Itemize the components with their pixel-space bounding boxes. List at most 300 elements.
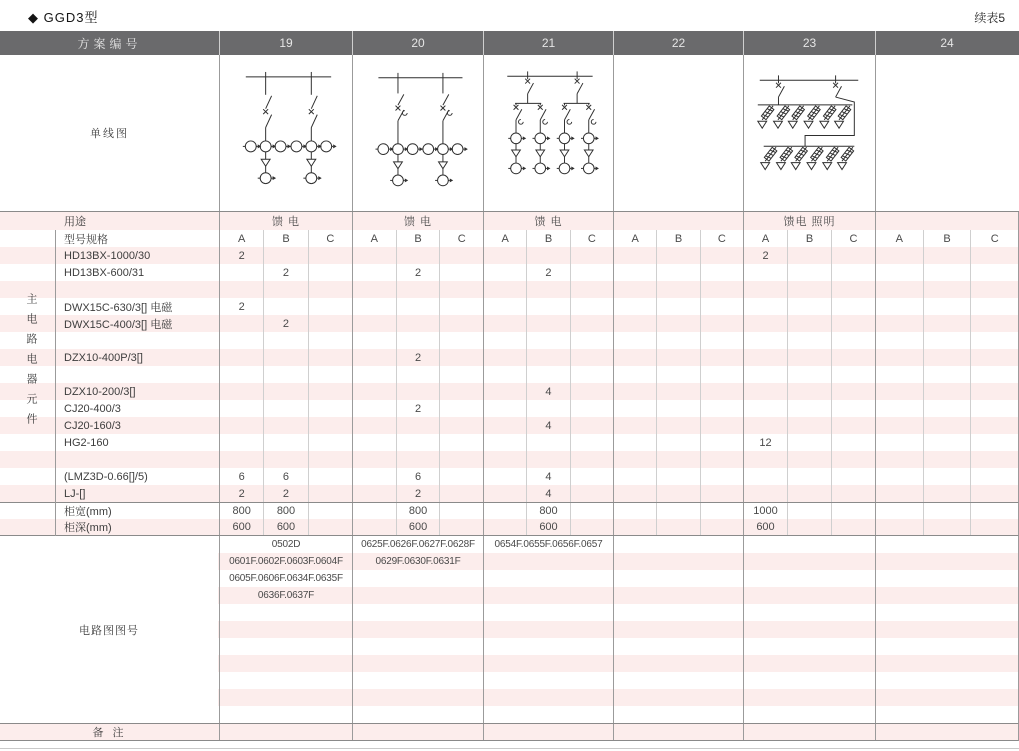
value-cell [787, 434, 831, 451]
value-cell [923, 519, 971, 535]
value-cell [656, 298, 699, 315]
column-cell [219, 553, 352, 570]
value-cell [831, 366, 875, 383]
column-cell [219, 724, 352, 740]
value-cell [787, 383, 831, 400]
value-cell [614, 417, 656, 434]
column-cell [875, 587, 1018, 604]
value-cell [308, 332, 352, 349]
value-cell [970, 332, 1018, 349]
value-cell [220, 434, 263, 451]
value-cell [787, 332, 831, 349]
value-cell [353, 434, 396, 451]
value-cell [614, 519, 656, 535]
value-cell [787, 468, 831, 485]
value-cell [744, 468, 787, 485]
value-cell [570, 434, 613, 451]
value-cell: A [237, 232, 246, 245]
drawing-number-cell [876, 587, 1018, 604]
value-cell [923, 451, 971, 468]
value-cell: 2 [526, 264, 569, 281]
value-cell [656, 315, 699, 332]
drawing-number-cell [614, 706, 743, 723]
value-cell [923, 332, 971, 349]
value-cell [570, 485, 613, 502]
value-cell [263, 417, 307, 434]
column-cell [875, 400, 1018, 417]
value-cell [656, 366, 699, 383]
column-cell [483, 553, 613, 570]
row-label-dimension: 柜深(mm) [64, 522, 112, 534]
value-cell [923, 281, 971, 298]
drawing-number-cell: 0605F.0606F.0634F.0635F [229, 573, 343, 584]
value-cell: 2 [396, 400, 440, 417]
column-cell [483, 366, 613, 383]
value-cell [970, 281, 1018, 298]
column-cell [483, 417, 613, 434]
scheme-table [0, 31, 1019, 741]
page-title: ◆ GGD3型 [28, 10, 99, 25]
drawing-number-cell: 0502D [271, 539, 301, 550]
merged-cell: 馈 电 [534, 216, 563, 228]
column-cell [613, 570, 743, 587]
value-cell [970, 451, 1018, 468]
column-cell [743, 332, 875, 349]
value-cell [700, 400, 743, 417]
column-cell [743, 724, 875, 740]
column-cell [875, 298, 1018, 315]
column-cell [875, 230, 1018, 247]
value-cell [263, 247, 307, 264]
value-cell [923, 264, 971, 281]
drawing-number-cell [744, 638, 875, 655]
value-cell [396, 451, 440, 468]
column-cell [743, 638, 875, 655]
value-cell [787, 366, 831, 383]
value-cell [831, 451, 875, 468]
column-cell [613, 604, 743, 621]
column-cell [613, 706, 743, 723]
column-cell [743, 349, 875, 366]
merged-cell [220, 724, 352, 740]
value-cell [923, 503, 971, 519]
header-col-24: 24 [875, 31, 1018, 55]
table-row [0, 349, 1019, 366]
value-cell [308, 400, 352, 417]
value-cell [526, 400, 569, 417]
column-cell [483, 212, 613, 230]
single-line-diagram-24-empty [875, 55, 1018, 211]
column-cell [613, 689, 743, 706]
value-cell [923, 366, 971, 383]
value-cell [656, 451, 699, 468]
value-cell [220, 315, 263, 332]
value-cell [700, 298, 743, 315]
column-cell [483, 383, 613, 400]
value-cell [970, 366, 1018, 383]
value-cell [923, 247, 971, 264]
row-label-component: CJ20-160/3 [64, 419, 121, 432]
table-row [0, 519, 1019, 536]
value-cell [263, 298, 307, 315]
row-label-spec: 型号规格 [64, 233, 108, 246]
column-cell [875, 434, 1018, 451]
column-cell [219, 604, 352, 621]
value-cell [700, 281, 743, 298]
column-cell [875, 604, 1018, 621]
value-cell: 4 [526, 383, 569, 400]
value-cell [570, 366, 613, 383]
value-cell: 600 [396, 519, 440, 535]
drawing-number-cell [614, 587, 743, 604]
column-cell [875, 417, 1018, 434]
column-cell [483, 604, 613, 621]
column-cell [613, 451, 743, 468]
column-cell [613, 298, 743, 315]
column-cell [743, 689, 875, 706]
column-cell [483, 349, 613, 366]
column-cell [613, 400, 743, 417]
table-row [0, 723, 1019, 741]
column-cell [743, 247, 875, 264]
column-cell [613, 503, 743, 519]
value-cell [970, 383, 1018, 400]
table-row [0, 332, 1019, 349]
value-cell: A [370, 232, 378, 245]
drawing-number-cell [614, 604, 743, 621]
value-cell [439, 468, 483, 485]
column-cell [352, 587, 483, 604]
value-cell [831, 434, 875, 451]
value-cell: 600 [263, 519, 307, 535]
column-cell [613, 417, 743, 434]
drawing-number-cell [614, 689, 743, 706]
column-cell [613, 383, 743, 400]
value-cell [308, 264, 352, 281]
column-cell [219, 332, 352, 349]
column-cell [613, 724, 743, 740]
value-cell [700, 468, 743, 485]
column-cell [352, 570, 483, 587]
value-cell: 6 [263, 468, 307, 485]
drawing-number-cell [744, 706, 875, 723]
column-cell [352, 451, 483, 468]
column-cell [483, 264, 613, 281]
value-cell [614, 281, 656, 298]
value-cell [308, 281, 352, 298]
column-cell [743, 485, 875, 502]
value-cell: C [308, 230, 352, 247]
value-cell [656, 383, 699, 400]
value-cell [220, 366, 263, 383]
column-cell [352, 434, 483, 451]
column-cell [743, 553, 875, 570]
column-cell [483, 451, 613, 468]
value-cell [570, 400, 613, 417]
value-cell [876, 468, 923, 485]
value-cell [484, 519, 526, 535]
value-cell [308, 434, 352, 451]
column-cell [219, 281, 352, 298]
value-cell: A [895, 232, 903, 245]
value-cell: B [923, 230, 971, 247]
column-cell [219, 672, 352, 689]
value-cell [220, 400, 263, 417]
drawing-number-cell: 0601F.0602F.0603F.0604F [229, 556, 343, 567]
value-cell [970, 503, 1018, 519]
drawing-number-cell: 0629F.0630F.0631F [375, 556, 461, 567]
label-column-divider [55, 230, 56, 536]
column-cell [743, 315, 875, 332]
value-cell: C [439, 230, 483, 247]
column-cell [219, 366, 352, 383]
value-cell [570, 503, 613, 519]
drawing-number-cell [614, 638, 743, 655]
value-cell [484, 451, 526, 468]
value-cell [484, 264, 526, 281]
drawing-number-cell [876, 621, 1018, 638]
value-cell [220, 264, 263, 281]
column-cell [219, 519, 352, 535]
drawing-number-cell [614, 570, 743, 587]
column-cell [743, 706, 875, 723]
table-row [0, 451, 1019, 468]
column-cell [483, 724, 613, 740]
drawing-number-cell [484, 621, 613, 638]
value-cell [744, 400, 787, 417]
column-cell [875, 553, 1018, 570]
value-cell [353, 503, 396, 519]
column-cell [875, 332, 1018, 349]
value-cell [923, 315, 971, 332]
column-cell [219, 570, 352, 587]
value-cell [439, 315, 483, 332]
value-cell [700, 519, 743, 535]
value-cell [484, 281, 526, 298]
column-cell [613, 315, 743, 332]
value-cell: 800 [263, 503, 307, 519]
value-cell [876, 298, 923, 315]
drawing-number-cell [614, 553, 743, 570]
column-cell [875, 366, 1018, 383]
column-cell [743, 570, 875, 587]
value-cell [923, 383, 971, 400]
value-cell [970, 298, 1018, 315]
value-cell [787, 247, 831, 264]
value-cell [263, 366, 307, 383]
value-cell [831, 417, 875, 434]
column-cell [875, 451, 1018, 468]
column-cell [352, 706, 483, 723]
drawing-number-cell [876, 570, 1018, 587]
value-cell [484, 366, 526, 383]
value-cell [744, 451, 787, 468]
value-cell [614, 366, 656, 383]
value-cell [614, 400, 656, 417]
value-cell [656, 264, 699, 281]
value-cell [570, 519, 613, 535]
column-cell [352, 212, 483, 230]
value-cell [700, 247, 743, 264]
value-cell: 2 [238, 300, 245, 313]
value-cell [570, 298, 613, 315]
value-cell: C [570, 230, 613, 247]
column-cell [743, 451, 875, 468]
value-cell [570, 315, 613, 332]
value-cell [396, 247, 440, 264]
value-cell [526, 332, 569, 349]
row-label-component: DZX10-400P/3[] [64, 351, 143, 364]
column-cell [743, 264, 875, 281]
merged-cell [744, 724, 875, 740]
column-cell [613, 366, 743, 383]
value-cell [353, 332, 396, 349]
column-cell [352, 689, 483, 706]
table-row [0, 247, 1019, 264]
value-cell [787, 519, 831, 535]
value-cell [700, 264, 743, 281]
drawing-number-cell [876, 672, 1018, 689]
column-cell [613, 621, 743, 638]
table-row [0, 383, 1019, 400]
column-cell [613, 230, 743, 247]
table-row [0, 298, 1019, 315]
drawing-number-cell [744, 587, 875, 604]
drawing-number-cell [353, 689, 483, 706]
column-cell [219, 706, 352, 723]
drawing-number-cell [876, 536, 1018, 553]
column-cell [875, 724, 1018, 740]
value-cell [831, 503, 875, 519]
value-cell [614, 298, 656, 315]
column-cell [875, 689, 1018, 706]
value-cell [700, 366, 743, 383]
value-cell [656, 485, 699, 502]
value-cell [396, 366, 440, 383]
value-cell [970, 434, 1018, 451]
column-cell [483, 315, 613, 332]
drawing-number-cell [744, 672, 875, 689]
column-cell [352, 264, 483, 281]
column-cell [875, 638, 1018, 655]
value-cell [614, 503, 656, 519]
value-cell [263, 434, 307, 451]
value-cell: 12 [759, 436, 772, 449]
value-cell: 800 [396, 503, 440, 519]
column-cell [613, 468, 743, 485]
value-cell: 800 [526, 503, 569, 519]
column-cell [743, 366, 875, 383]
column-cell [483, 281, 613, 298]
value-cell [876, 264, 923, 281]
title-bar [28, 7, 1005, 26]
value-cell: 4 [526, 468, 569, 485]
merged-cell: 馈电 照明 [783, 216, 836, 228]
column-cell [613, 349, 743, 366]
column-cell [483, 536, 613, 553]
value-cell [439, 503, 483, 519]
drawing-number-cell [220, 638, 352, 655]
value-cell [876, 451, 923, 468]
column-cell [875, 706, 1018, 723]
value-cell [526, 315, 569, 332]
value-cell [263, 451, 307, 468]
value-cell [439, 332, 483, 349]
value-cell [439, 434, 483, 451]
value-cell [484, 247, 526, 264]
column-cell [352, 332, 483, 349]
column-cell [219, 247, 352, 264]
column-cell [352, 672, 483, 689]
value-cell [220, 332, 263, 349]
value-cell [700, 451, 743, 468]
value-cell [353, 485, 396, 502]
header-scheme-label: 方案编号 [77, 36, 142, 51]
value-cell [744, 332, 787, 349]
value-cell: A [761, 232, 770, 245]
value-cell [744, 366, 787, 383]
value-cell [656, 519, 699, 535]
table-row [0, 212, 1019, 230]
value-cell [831, 468, 875, 485]
value-cell: 1000 [753, 505, 778, 517]
column-cell [352, 281, 483, 298]
value-cell [484, 468, 526, 485]
value-cell [484, 434, 526, 451]
column-cell [613, 212, 743, 230]
drawing-number-cell [876, 689, 1018, 706]
row-label-component: HD13BX-600/31 [64, 266, 145, 279]
value-cell [614, 315, 656, 332]
value-cell [831, 485, 875, 502]
drawing-number-cell [484, 672, 613, 689]
value-cell: 2 [263, 315, 307, 332]
value-cell [700, 383, 743, 400]
value-cell [396, 434, 440, 451]
column-cell [483, 434, 613, 451]
value-cell [570, 247, 613, 264]
column-cell [483, 485, 613, 502]
drawing-number-cell [484, 706, 613, 723]
row-label-component: DWX15C-630/3[] 电磁 [64, 301, 173, 314]
row-label-remark: 备 注 [92, 727, 127, 739]
column-cell [613, 281, 743, 298]
value-cell [744, 298, 787, 315]
drawing-number-cell: 0625F.0626F.0627F.0628F [361, 539, 475, 550]
column-cell [875, 281, 1018, 298]
value-cell [353, 451, 396, 468]
drawing-number-section-label: 电路图图号 [0, 536, 218, 723]
value-cell: 2 [263, 264, 307, 281]
column-cell [483, 638, 613, 655]
value-cell [831, 349, 875, 366]
column-cell [875, 247, 1018, 264]
value-cell: A [501, 232, 509, 245]
value-cell [308, 366, 352, 383]
drawing-number-cell [220, 604, 352, 621]
column-cell [219, 315, 352, 332]
column-cell [483, 247, 613, 264]
value-cell [570, 332, 613, 349]
value-cell [787, 485, 831, 502]
value-cell [439, 281, 483, 298]
column-cell [613, 638, 743, 655]
row-label-component: DWX15C-400/3[] 电磁 [64, 318, 173, 331]
column-cell [352, 553, 483, 570]
column-cell [219, 349, 352, 366]
value-cell [970, 468, 1018, 485]
value-cell [656, 468, 699, 485]
